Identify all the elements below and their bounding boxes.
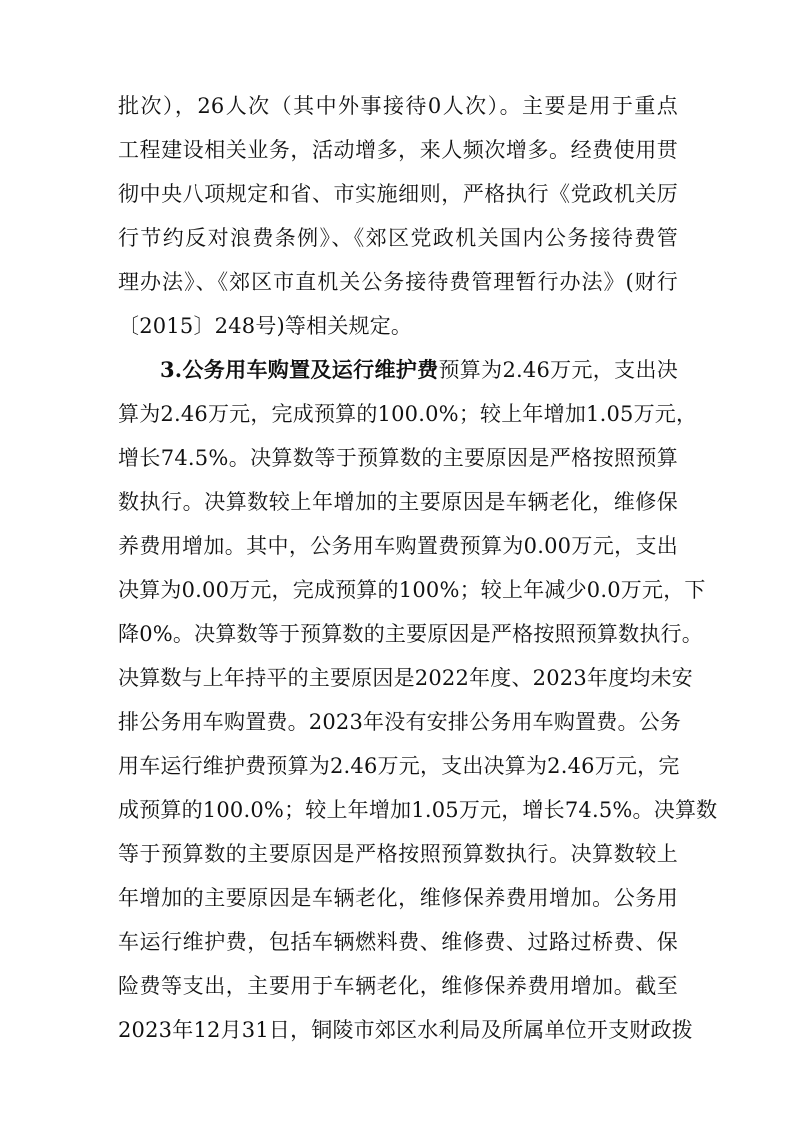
section-heading-line xyxy=(118,354,678,394)
section-heading: 3.公务用车购置及运行维护费 xyxy=(160,357,439,382)
text-line-19: 年增加的主要原因是车辆老化，维修保养费用增加。公务用 xyxy=(118,886,678,910)
text-line-2: 工程建设相关业务，活动增多，来人频次增多。经费使用贯 xyxy=(118,138,678,162)
text-line-21: 险费等支出，主要用于车辆老化，维修保养费用增加。截至 xyxy=(118,974,678,998)
text-line-16: 用车运行维护费预算为2.46万元，支出决算为2.46万元，完 xyxy=(118,754,680,778)
text-line-6: 〔2015〕248号)等相关规定。 xyxy=(118,314,413,338)
text-line-1: 批次），26人次（其中外事接待0人次）。主要是用于重点 xyxy=(118,94,678,118)
text-line-17: 成预算的100.0%；较上年增加1.05万元，增长74.5%。决算数 xyxy=(118,798,718,822)
text-line-15: 排公务用车购置费。2023年没有安排公务用车购置费。公务 xyxy=(118,710,682,734)
text-line-5: 理办法》、《郊区市直机关公务接待费管理暂行办法》(财行 xyxy=(118,270,678,294)
text-line-13: 降0%。决算数等于预算数的主要原因是严格按照预算数执行。 xyxy=(118,622,703,646)
text-line-9: 增长74.5%。决算数等于预算数的主要原因是严格按照预算 xyxy=(118,446,678,470)
text-line-12: 决算为0.00万元，完成预算的100%；较上年减少0.0万元，下 xyxy=(118,578,706,602)
text-line-3: 彻中央八项规定和省、市实施细则，严格执行《党政机关厉 xyxy=(118,182,678,206)
text-line-11: 养费用增加。其中，公务用车购置费预算为0.00万元，支出 xyxy=(118,534,678,558)
section-heading-tail: 预算为2.46万元，支出决 xyxy=(438,358,678,382)
text-line-18: 等于预算数的主要原因是严格按照预算数执行。决算数较上 xyxy=(118,842,678,866)
text-line-4: 行节约反对浪费条例》、《郊区党政机关国内公务接待费管 xyxy=(118,226,678,250)
text-line-14: 决算数与上年持平的主要原因是2022年度、2023年度均未安 xyxy=(118,666,693,690)
text-line-8: 算为2.46万元，完成预算的100.0%；较上年增加1.05万元， xyxy=(118,402,698,426)
text-line-22: 2023年12月31日，铜陵市郊区水利局及所属单位开支财政拨 xyxy=(118,1018,693,1042)
text-line-20: 车运行维护费，包括车辆燃料费、维修费、过路过桥费、保 xyxy=(118,930,678,954)
text-line-10: 数执行。决算数较上年增加的主要原因是车辆老化，维修保 xyxy=(118,490,678,514)
